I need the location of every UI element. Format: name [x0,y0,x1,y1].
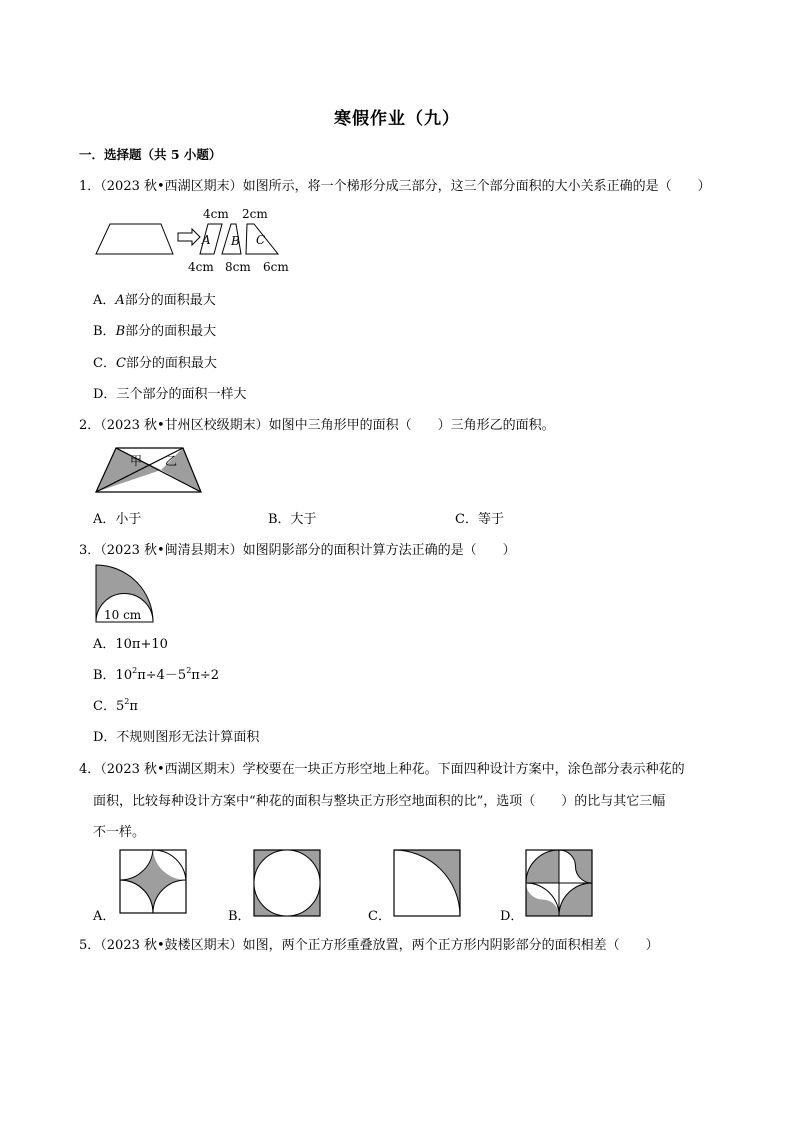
q1-part-label: C [256,233,266,247]
option-letter: A． [93,293,116,308]
q4-option-a-figure[interactable] [118,848,188,918]
exponent: 2 [132,666,138,675]
q2-label-yi: 乙 [165,454,178,468]
q4-option-b-label[interactable]: B． [228,909,251,924]
option-text: 部分的面积最大 [124,293,216,308]
q2-stem: 2．（2023 秋•甘州区校级期末）如图中三角形甲的面积（ ）三角形乙的面积。 [79,418,555,433]
q1-bottom-label: 4cm [188,260,214,274]
q1-top-label: 2cm [242,207,268,221]
q4-option-c-label[interactable]: C． [368,909,391,924]
q1-trapezoid [96,224,173,254]
q3-stem: 3．（2023 秋•闽清县期末）如图阴影部分的面积计算方法正确的是（ ） [79,543,516,558]
q1-stem: 1．（2023 秋•西湖区期末）如图所示，将一个梯形分成三部分，这三个部分面积的大小关系正确的是（ ） [79,179,711,194]
exponent: 2 [186,666,192,675]
q4-stem-line3: 不一样。 [93,825,146,840]
q1-part-label: B [231,234,240,248]
option-var: A [115,293,125,308]
q3-option-a[interactable]: A．10π+10 [93,637,168,652]
option-text: B．10 [93,668,133,683]
q4-stem-line2: 面积，比较每种设计方案中“种花的面积与整块正方形空地面积的比”，选项（ ）的比与其它三幅 [93,794,666,809]
option-letter: B． [93,324,116,339]
q4-option-d-label[interactable]: D． [500,909,524,924]
q2-option-c[interactable]: C．等于 [455,512,504,527]
q3-figure [94,563,164,625]
q4-stem-line1: 4．（2023 秋•西湖区期末）学校要在一块正方形空地上种花。下面四种设计方案中，涂色部分表示种花的 [79,762,685,777]
option-text: π [129,699,138,714]
q3-label: 10 cm [104,608,142,622]
option-text: 部分的面积最大 [125,356,217,371]
q3-option-b[interactable] [93,664,219,683]
option-letter: C． [93,356,116,371]
option-text: 三个部分的面积一样大 [116,387,247,402]
q3-option-d[interactable]: D．不规则图形无法计算面积 [93,730,260,745]
q1-bottom-label: 6cm [263,260,289,274]
option-var: B [115,324,126,339]
exponent: 2 [124,697,130,706]
circle [254,850,320,916]
option-text: 部分的面积最大 [125,324,217,339]
q2-label-jia: 甲 [130,454,143,468]
q1-arrow [178,229,200,245]
option-var: C [115,356,126,371]
q1-option-b[interactable] [93,320,216,339]
shaded-region [526,850,559,883]
q1-option-c[interactable] [93,352,217,371]
q2-option-b[interactable]: B．大于 [268,512,317,527]
q3-option-c[interactable] [93,695,138,714]
q2-option-a[interactable]: A．小于 [93,512,142,527]
option-text: π÷4－5 [137,668,187,683]
q4-option-d-figure[interactable] [524,848,594,918]
q4-option-b-figure[interactable] [252,848,322,918]
q1-figure [88,204,388,284]
q4-option-c-figure[interactable] [392,848,462,918]
section-heading: 一．选择题（共 5 小题） [79,147,222,162]
q1-option-d[interactable] [93,383,246,402]
option-text: C．5 [93,699,125,714]
q1-top-label: 4cm [203,207,229,221]
q1-bottom-label: 8cm [225,260,251,274]
q1-option-a[interactable] [93,289,216,308]
q2-figure [94,445,214,495]
option-text: π÷2 [191,668,219,683]
page-title: 寒假作业（九） [334,109,460,129]
q1-part-label: A [202,233,211,247]
option-letter: D． [93,387,117,402]
q5-stem: 5．（2023 秋•鼓楼区期末）如图，两个正方形重叠放置，两个正方形内阴影部分的面积相差（ ） [79,938,659,953]
shaded-region [559,883,592,916]
q4-option-a-label[interactable]: A． [93,909,116,924]
